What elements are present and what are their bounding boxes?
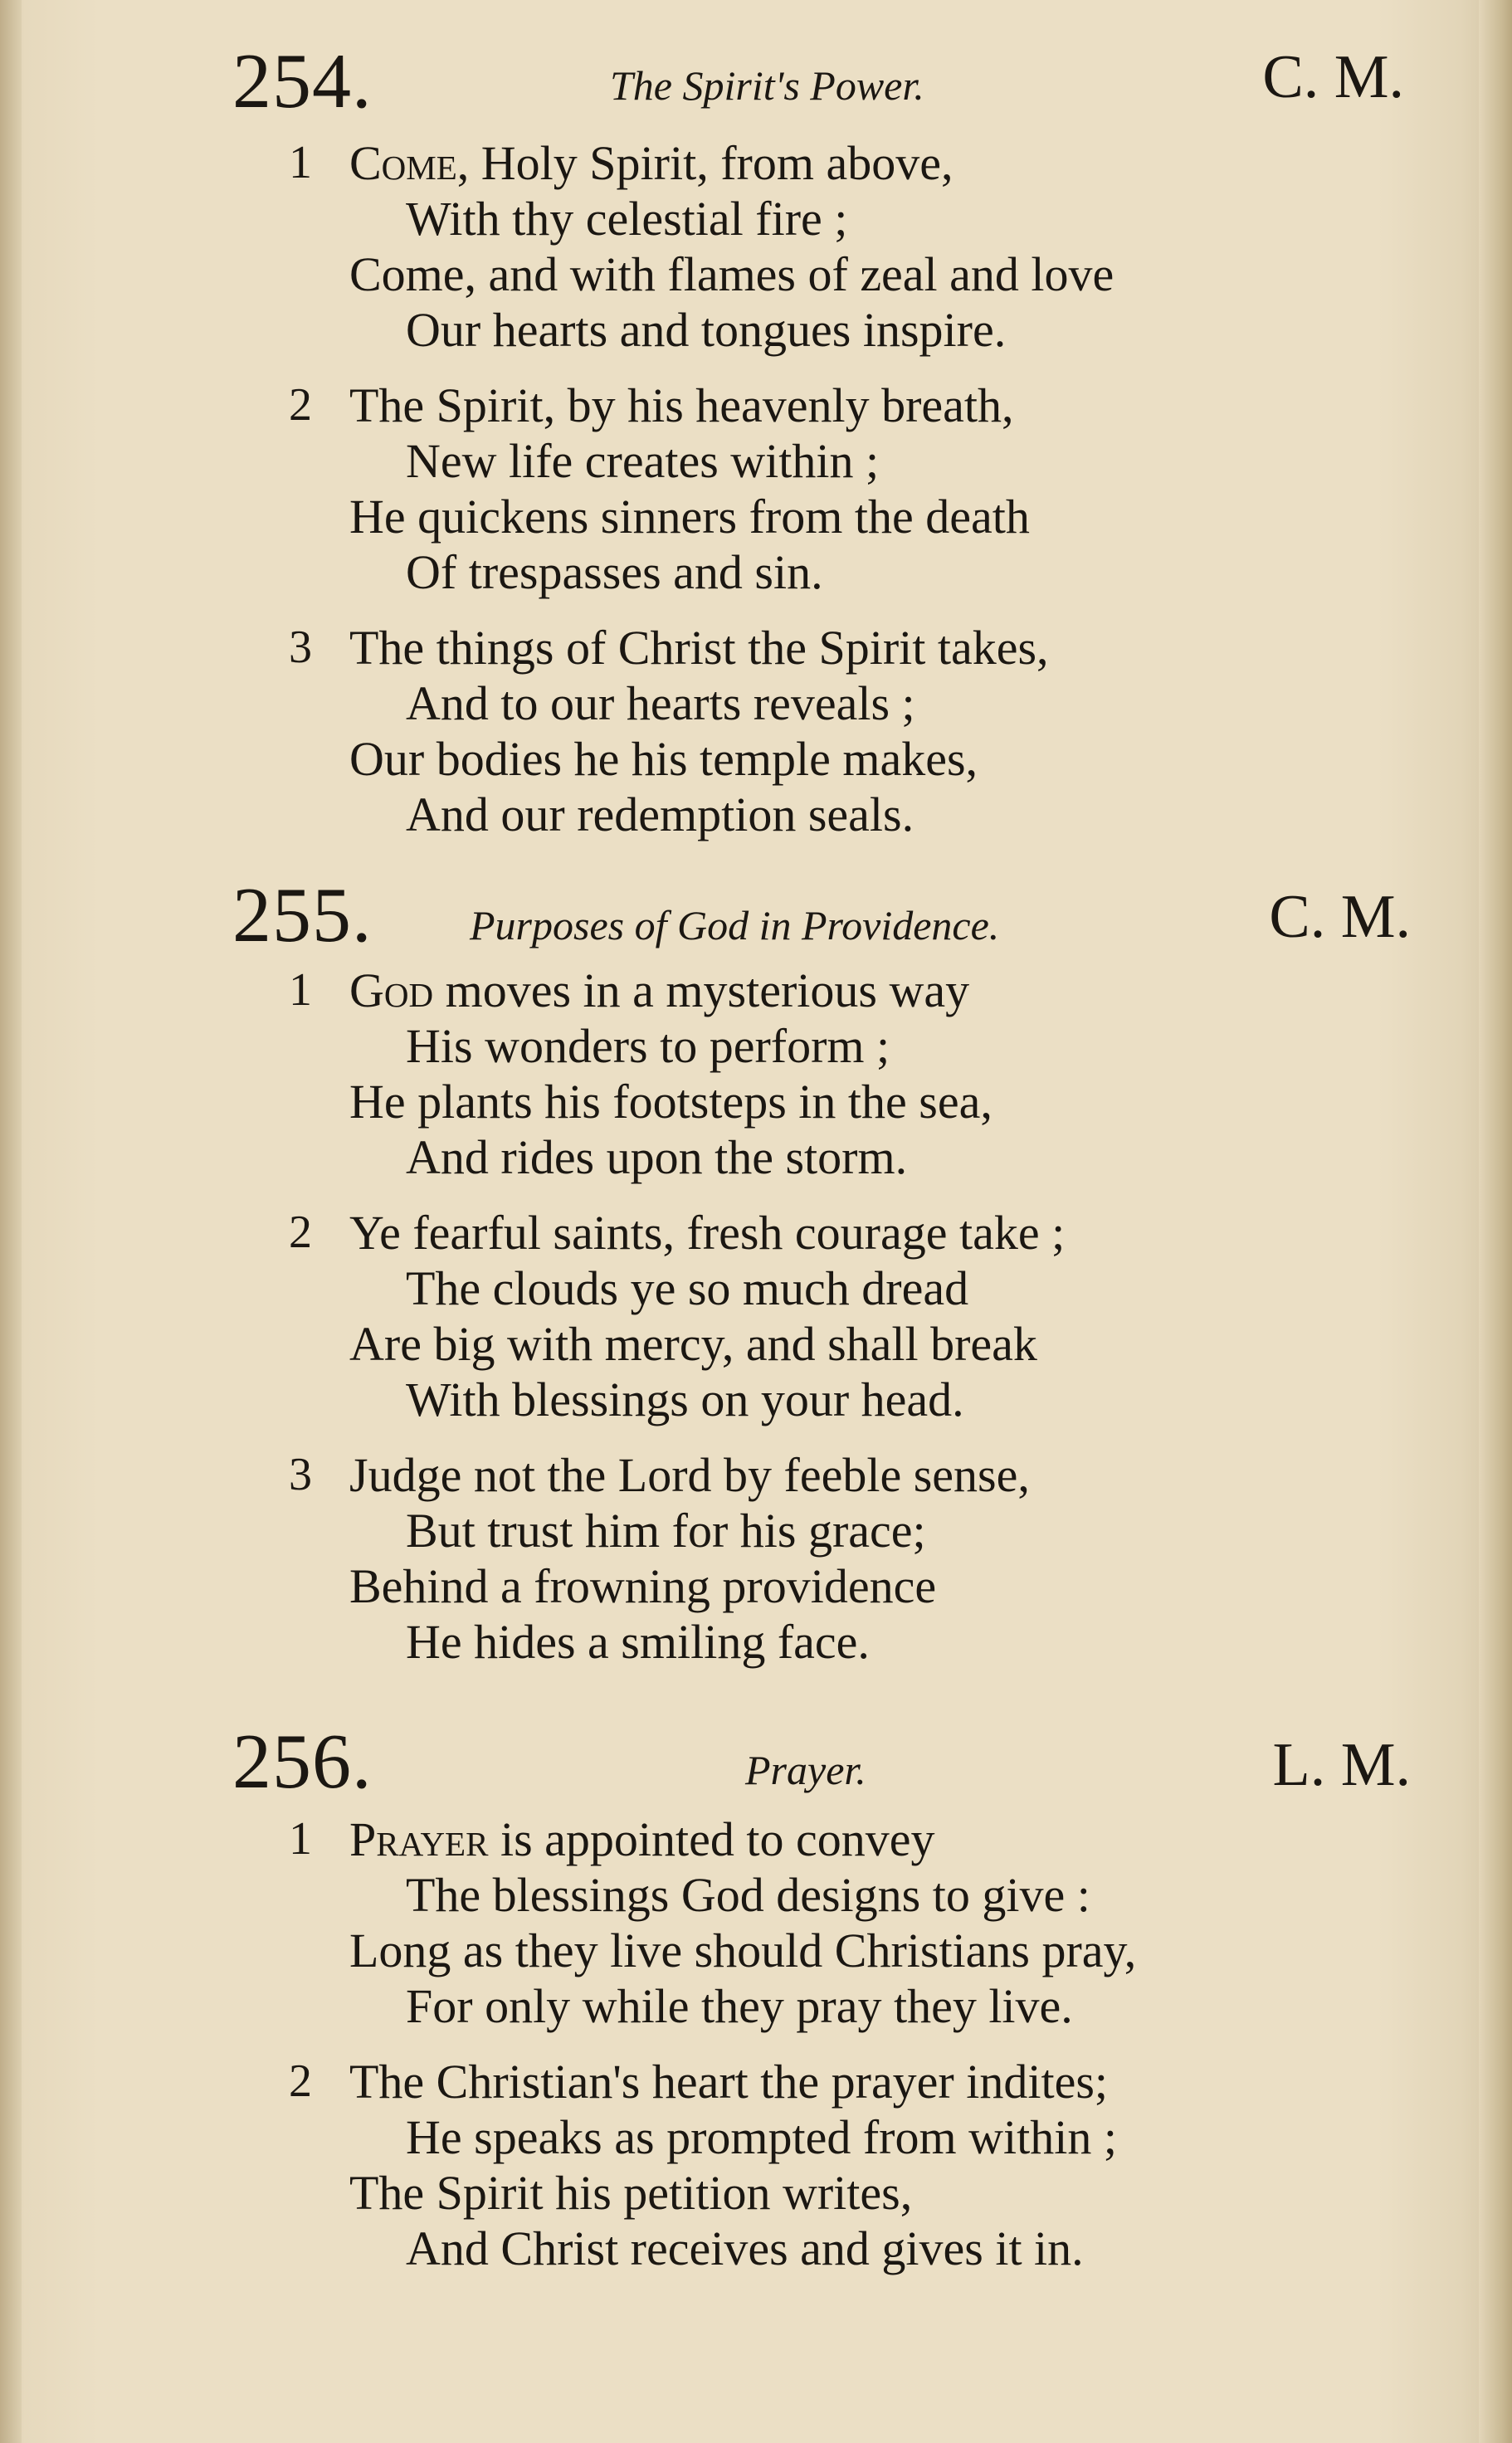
hymn-title: Purposes of God in Providence.: [470, 902, 1000, 948]
stanza: [232, 963, 1411, 1185]
verse-line: The Spirit, by his heavenly breath,: [349, 378, 1014, 432]
stanza: [232, 378, 1411, 600]
verse-line: Ye fearful saints, fresh courage take ;: [349, 1206, 1066, 1260]
verse-line: His wonders to perform ;: [406, 1019, 890, 1073]
hymn-254: [232, 0, 1411, 842]
verse-line: Are big with mercy, and shall break: [349, 1317, 1037, 1371]
verse-line: And our redemption seals.: [406, 788, 915, 841]
stanza: [232, 620, 1411, 842]
verse-line: He hides a smiling face.: [406, 1615, 870, 1669]
verse-line: And rides upon the storm.: [406, 1130, 908, 1184]
verse-line: Judge not the Lord by feeble sense,: [349, 1448, 1030, 1502]
hymn-number: 254.: [232, 38, 373, 124]
verse-line: [232, 1812, 1411, 1867]
verse-line: The Christian's heart the prayer indites;: [349, 2055, 1109, 2109]
verse-line: [232, 963, 1411, 1018]
hymn-256: [232, 1705, 1411, 2276]
verse-line-rest: moves in a mysterious way: [433, 963, 970, 1017]
verse-line: Behind a frowning providence: [349, 1559, 937, 1613]
verse-line: With thy celestial fire ;: [406, 192, 848, 246]
verse-line: And Christ receives and gives it in.: [406, 2221, 1084, 2275]
verse-line: He speaks as prompted from within ;: [406, 2110, 1117, 2164]
stanza-number: 3: [289, 1449, 312, 1500]
verse-line: Of trespasses and sin.: [406, 545, 823, 599]
stanza: [232, 2054, 1411, 2276]
stanza: [232, 1447, 1411, 1670]
stanza: [232, 1812, 1411, 2034]
hymn-header: [232, 0, 1411, 124]
verse-line-rest: is appointed to convey: [488, 1812, 935, 1866]
verse-line: He quickens sinners from the death: [349, 490, 1030, 544]
stanza-first-word: Prayer: [349, 1812, 489, 1866]
hymn-header: [232, 859, 1411, 958]
verse-line: Our bodies he his temple makes,: [349, 732, 978, 786]
hymn-meter: L. M.: [1272, 1731, 1411, 1799]
verse-line: For only while they pray they live.: [406, 1979, 1073, 2033]
stanza-number: 2: [289, 379, 312, 431]
verse-line-rest: Holy Spirit, from above,: [469, 136, 954, 190]
page-edge-shadow: [1479, 0, 1512, 2443]
stanza-number: 3: [289, 622, 312, 673]
verse-line: The blessings God designs to give :: [406, 1868, 1090, 1922]
stanza-number: 2: [289, 2055, 312, 2107]
stanza-number: 2: [289, 1207, 312, 1258]
verse-line: Our hearts and tongues inspire.: [406, 303, 1007, 357]
hymn-title: Prayer.: [745, 1747, 866, 1793]
hymn-header: [232, 1705, 1411, 1805]
hymn-number: 256.: [232, 1719, 373, 1805]
stanza-first-word: God: [349, 963, 434, 1017]
verse-line: Long as they live should Christians pray,: [349, 1924, 1137, 1977]
verse-line: New life creates within ;: [406, 434, 880, 488]
verse-line: The clouds ye so much dread: [406, 1261, 969, 1315]
hymn-255: [232, 859, 1411, 1670]
stanza-first-word: Come,: [349, 136, 470, 190]
stanza-number: 1: [289, 964, 312, 1016]
verse-line: With blessings on your head.: [406, 1373, 964, 1426]
stanza-number: 1: [289, 1813, 312, 1865]
verse-line: The things of Christ the Spirit takes,: [349, 621, 1049, 675]
stanza: [232, 135, 1411, 358]
verse-line: Come, and with flames of zeal and love: [349, 247, 1114, 301]
hymn-number: 255.: [232, 872, 373, 958]
verse-line: The Spirit his petition writes,: [349, 2166, 913, 2220]
verse-line: He plants his footsteps in the sea,: [349, 1075, 993, 1129]
page-gutter-shadow: [0, 0, 22, 2443]
hymn-meter: C. M.: [1269, 883, 1411, 951]
hymn-meter: C. M.: [1262, 43, 1404, 111]
stanza-number: 1: [289, 137, 312, 188]
stanza: [232, 1205, 1411, 1427]
hymn-title: The Spirit's Power.: [610, 62, 924, 109]
verse-line: But trust him for his grace;: [406, 1504, 926, 1558]
verse-line: And to our hearts reveals ;: [406, 676, 915, 730]
verse-line: [232, 135, 1411, 191]
